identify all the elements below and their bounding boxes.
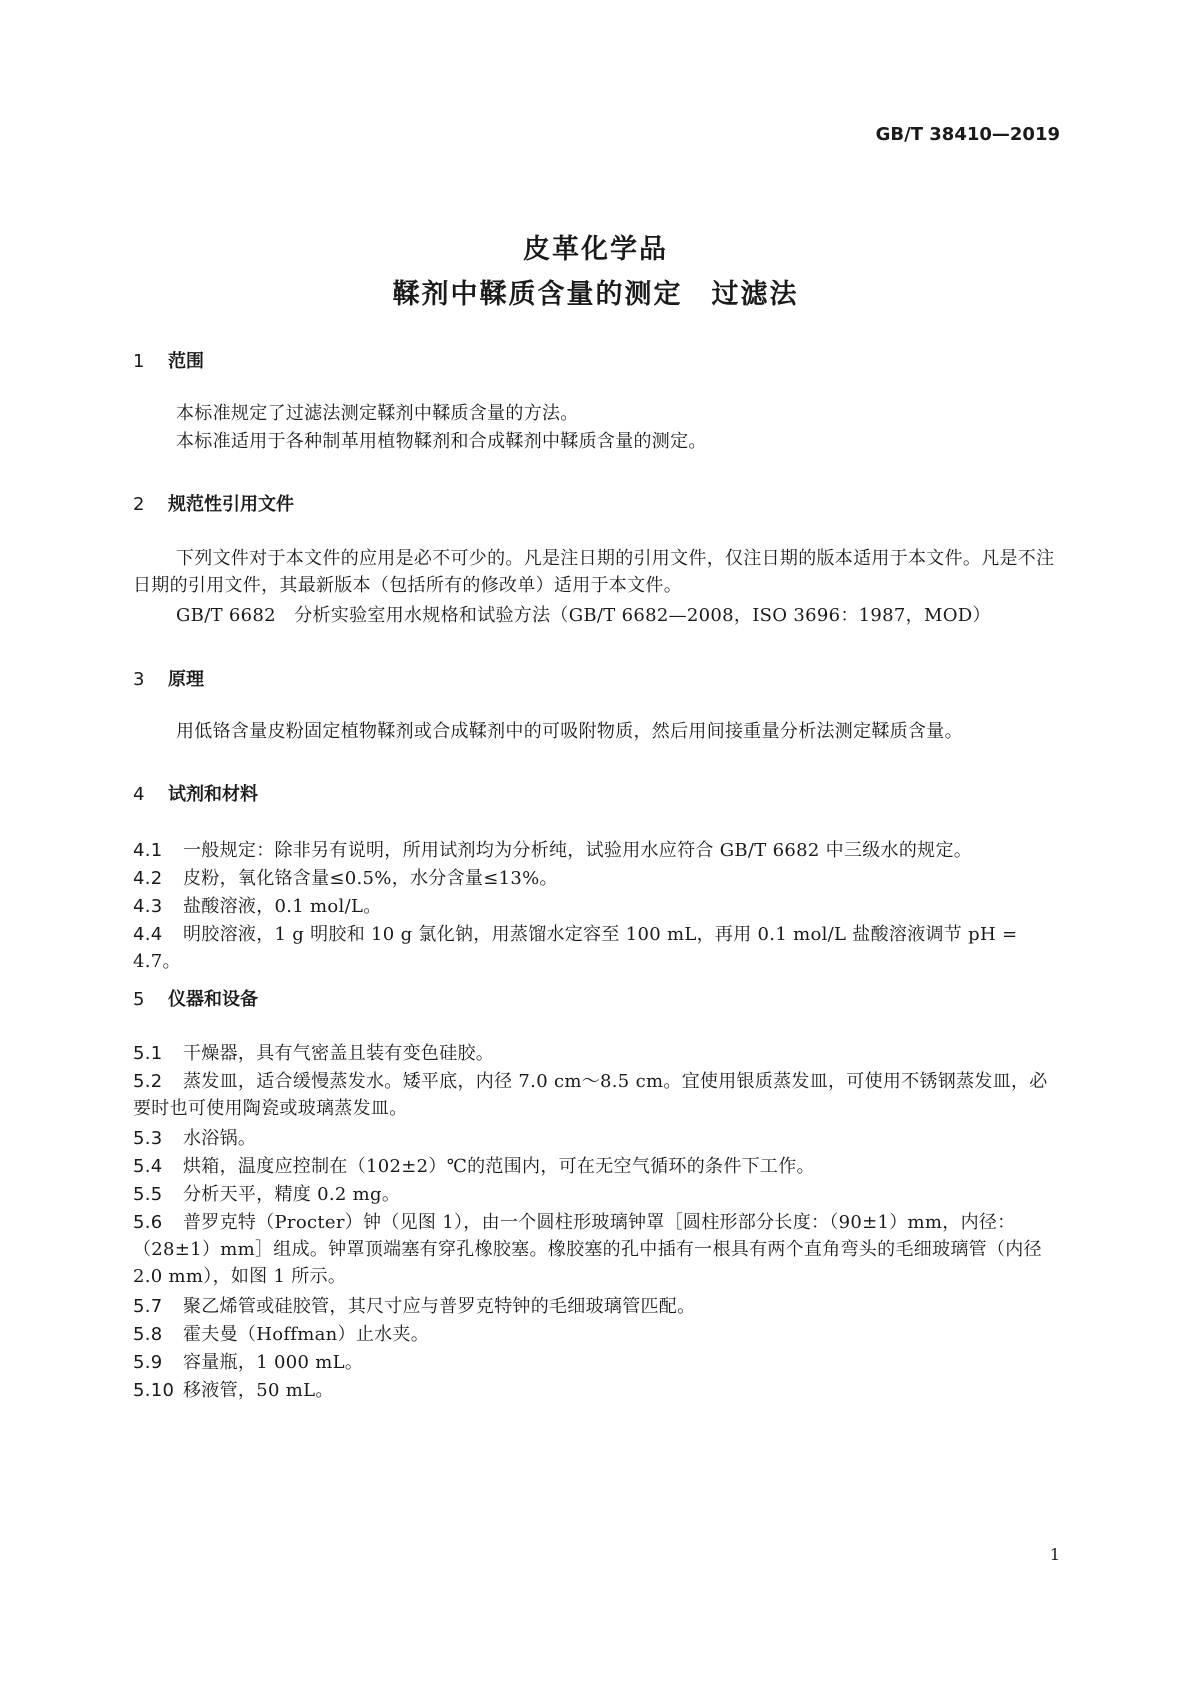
item-number: 5.8 — [133, 1324, 163, 1345]
item-number: 5.1 — [133, 1043, 163, 1064]
section-number: 1 — [133, 351, 145, 372]
item-number: 5.5 — [133, 1184, 163, 1205]
list-item — [133, 1209, 1059, 1290]
section-number: 4 — [133, 784, 145, 805]
item-number: 4.1 — [133, 840, 163, 861]
item-number: 5.9 — [133, 1352, 163, 1373]
section-number: 3 — [133, 669, 145, 690]
reference-item: GB/T 6682 分析实验室用水规格和试验方法（GB/T 6682—2008，ISO 3696：1987，MOD） — [176, 605, 991, 626]
title-line-1: 皮革化学品 — [523, 234, 668, 265]
item-number: 5.2 — [133, 1071, 163, 1092]
item-number: 4.4 — [133, 924, 163, 945]
item-number: 5.7 — [133, 1296, 163, 1317]
paragraph: 下列文件对于本文件的应用是必不可少的。凡是注日期的引用文件，仅注日期的版本适用于本文件。凡是不注日期的引用文件，其最新版本（包括所有的修改单）适用于本文件。 — [133, 548, 1055, 596]
page-number: 1 — [1049, 1545, 1060, 1564]
item-text: 干燥器，具有气密盖且装有变色硅胶。 — [183, 1043, 495, 1064]
section-title: 仪器和设备 — [168, 989, 258, 1010]
item-text: 容量瓶，1 000 mL。 — [183, 1352, 364, 1373]
list-item — [133, 1377, 1059, 1404]
list-item — [133, 1349, 1059, 1376]
section-heading-4 — [133, 780, 258, 806]
section-title: 范围 — [168, 351, 204, 372]
section-number: 5 — [133, 989, 145, 1010]
list-item — [133, 1293, 1059, 1320]
list-item — [133, 921, 1059, 975]
list-item — [133, 837, 1059, 864]
item-text: 水浴锅。 — [183, 1128, 257, 1149]
list-item — [133, 1153, 1059, 1180]
section-title: 原理 — [168, 669, 204, 690]
section-heading-2 — [133, 490, 294, 516]
standard-id: GB/T 38410—2019 — [875, 124, 1060, 145]
paragraph: 用低铬含量皮粉固定植物鞣剂或合成鞣剂中的可吸附物质，然后用间接重量分析法测定鞣质含量。 — [176, 721, 963, 742]
item-number: 4.3 — [133, 896, 163, 917]
section-heading-5 — [133, 985, 258, 1011]
section-number: 2 — [133, 494, 145, 515]
section-title: 规范性引用文件 — [168, 494, 294, 515]
paragraph: 本标准适用于各种制革用植物鞣剂和合成鞣剂中鞣质含量的测定。 — [176, 431, 707, 452]
item-number: 5.6 — [133, 1212, 163, 1233]
item-text: 聚乙烯管或硅胶管，其尺寸应与普罗克特钟的毛细玻璃管匹配。 — [183, 1296, 696, 1317]
item-number: 5.4 — [133, 1156, 163, 1177]
item-text: 移液管，50 mL。 — [183, 1380, 334, 1401]
item-text: 明胶溶液，1 g 明胶和 10 g 氯化钠，用蒸馏水定容至 100 mL，再用 0.1 mol/L 盐酸溶液调节 pH = 4.7。 — [133, 924, 1018, 972]
item-text: 普罗克特（Procter）钟（见图 1），由一个圆柱形玻璃钟罩［圆柱形部分长度：（90±1）mm，内径：（28±1）mm］组成。钟罩顶端塞有穿孔橡胶塞。橡胶塞的孔中插有一根具有两个直角弯头的毛细玻璃管（内径 2.0 mm），如图 1 所示。 — [133, 1212, 1042, 1287]
item-text: 分析天平，精度 0.2 mg。 — [183, 1184, 401, 1205]
list-item — [133, 1125, 1059, 1152]
section-title: 试剂和材料 — [168, 784, 258, 805]
item-text: 蒸发皿，适合缓慢蒸发水。矮平底，内径 7.0 cm～8.5 cm。宜使用银质蒸发皿，可使用不锈钢蒸发皿，必要时也可使用陶瓷或玻璃蒸发皿。 — [133, 1071, 1048, 1119]
item-text: 皮粉，氧化铬含量≤0.5%，水分含量≤13%。 — [183, 868, 558, 889]
list-item — [133, 893, 1059, 920]
section-heading-1 — [133, 347, 204, 373]
item-number: 5.3 — [133, 1128, 163, 1149]
item-text: 烘箱，温度应控制在（102±2）℃的范围内，可在无空气循环的条件下工作。 — [183, 1156, 815, 1177]
item-text: 一般规定：除非另有说明，所用试剂均为分析纯，试验用水应符合 GB/T 6682 中三级水的规定。 — [183, 840, 973, 861]
list-item — [133, 865, 1059, 892]
paragraph: 本标准规定了过滤法测定鞣剂中鞣质含量的方法。 — [176, 403, 579, 424]
title-line-2: 鞣剂中鞣质含量的测定 过滤法 — [392, 279, 799, 310]
section-heading-3 — [133, 665, 204, 691]
list-item — [133, 1040, 1059, 1067]
item-text: 霍夫曼（Hoffman）止水夹。 — [183, 1324, 430, 1345]
list-item — [133, 1068, 1059, 1122]
item-number: 4.2 — [133, 868, 163, 889]
list-item — [133, 1181, 1059, 1208]
item-text: 盐酸溶液，0.1 mol/L。 — [183, 896, 382, 917]
list-item — [133, 1321, 1059, 1348]
item-number: 5.10 — [133, 1380, 175, 1401]
